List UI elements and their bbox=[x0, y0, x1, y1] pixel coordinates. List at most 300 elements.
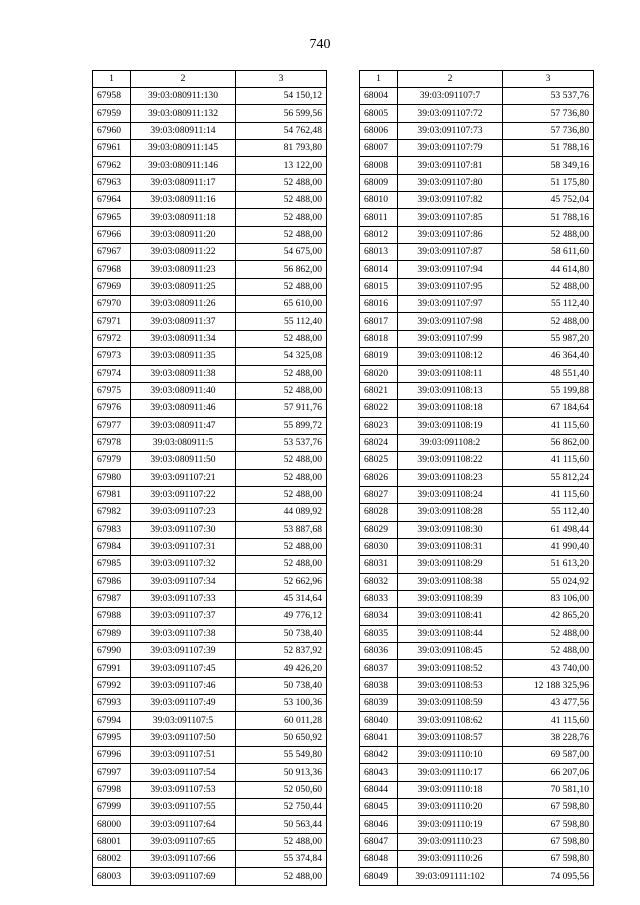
value-cell: 52 488,00 bbox=[236, 209, 327, 226]
value-cell: 44 089,92 bbox=[236, 504, 327, 521]
cadastral-number-cell: 39:03:080911:17 bbox=[131, 174, 236, 191]
row-number-cell: 68028 bbox=[360, 504, 398, 521]
value-cell: 49 426,20 bbox=[236, 660, 327, 677]
row-number-cell: 68038 bbox=[360, 677, 398, 694]
cadastral-number-cell: 39:03:080911:16 bbox=[131, 192, 236, 209]
cadastral-number-cell: 39:03:080911:23 bbox=[131, 261, 236, 278]
cadastral-number-cell: 39:03:091110:26 bbox=[398, 851, 503, 868]
cadastral-number-cell: 39:03:091108:44 bbox=[398, 625, 503, 642]
row-number-cell: 68036 bbox=[360, 643, 398, 660]
table-row bbox=[360, 868, 594, 885]
table-row bbox=[93, 799, 327, 816]
row-number-cell: 68046 bbox=[360, 816, 398, 833]
row-number-cell: 68004 bbox=[360, 88, 398, 105]
row-number-cell: 68022 bbox=[360, 400, 398, 417]
table-row bbox=[93, 382, 327, 399]
cadastral-number-cell: 39:03:091107:54 bbox=[131, 764, 236, 781]
cadastral-number-cell: 39:03:091110:20 bbox=[398, 799, 503, 816]
cadastral-number-cell: 39:03:080911:145 bbox=[131, 140, 236, 157]
value-cell: 67 598,80 bbox=[503, 833, 594, 850]
row-number-cell: 67969 bbox=[93, 278, 131, 295]
cadastral-number-cell: 39:03:091107:53 bbox=[131, 781, 236, 798]
value-cell: 53 537,76 bbox=[503, 88, 594, 105]
table-row bbox=[93, 174, 327, 191]
header-col-2: 2 bbox=[131, 71, 236, 88]
row-number-cell: 68006 bbox=[360, 122, 398, 139]
row-number-cell: 68045 bbox=[360, 799, 398, 816]
value-cell: 13 122,00 bbox=[236, 157, 327, 174]
table-row bbox=[93, 764, 327, 781]
cadastral-number-cell: 39:03:091107:85 bbox=[398, 209, 503, 226]
cadastral-number-cell: 39:03:091107:49 bbox=[131, 695, 236, 712]
cadastral-number-cell: 39:03:091107:86 bbox=[398, 226, 503, 243]
cadastral-number-cell: 39:03:091108:53 bbox=[398, 677, 503, 694]
table-row bbox=[93, 521, 327, 538]
table-row bbox=[93, 590, 327, 607]
value-cell: 53 887,68 bbox=[236, 521, 327, 538]
value-cell: 69 587,00 bbox=[503, 747, 594, 764]
value-cell: 70 581,10 bbox=[503, 781, 594, 798]
header-col-1: 1 bbox=[360, 71, 398, 88]
table-row bbox=[93, 504, 327, 521]
cadastral-number-cell: 39:03:080911:47 bbox=[131, 417, 236, 434]
table-row bbox=[93, 538, 327, 555]
table-row bbox=[93, 486, 327, 503]
row-number-cell: 67982 bbox=[93, 504, 131, 521]
table-row bbox=[360, 799, 594, 816]
row-number-cell: 68010 bbox=[360, 192, 398, 209]
table-row bbox=[93, 192, 327, 209]
table-row bbox=[93, 625, 327, 642]
table-row bbox=[360, 226, 594, 243]
cadastral-number-cell: 39:03:091107:80 bbox=[398, 174, 503, 191]
row-number-cell: 67992 bbox=[93, 677, 131, 694]
cadastral-number-cell: 39:03:091107:64 bbox=[131, 816, 236, 833]
row-number-cell: 68012 bbox=[360, 226, 398, 243]
cadastral-number-cell: 39:03:091107:21 bbox=[131, 469, 236, 486]
table-row bbox=[360, 486, 594, 503]
row-number-cell: 68042 bbox=[360, 747, 398, 764]
cadastral-number-cell: 39:03:091107:69 bbox=[131, 868, 236, 885]
value-cell: 50 650,92 bbox=[236, 729, 327, 746]
cadastral-number-cell: 39:03:091111:102 bbox=[398, 868, 503, 885]
table-row bbox=[360, 122, 594, 139]
row-number-cell: 68016 bbox=[360, 296, 398, 313]
cadastral-number-cell: 39:03:091107:65 bbox=[131, 833, 236, 850]
row-number-cell: 68021 bbox=[360, 382, 398, 399]
row-number-cell: 68002 bbox=[93, 851, 131, 868]
value-cell: 41 115,60 bbox=[503, 712, 594, 729]
cadastral-number-cell: 39:03:080911:34 bbox=[131, 330, 236, 347]
cadastral-number-cell: 39:03:091108:28 bbox=[398, 504, 503, 521]
row-number-cell: 68031 bbox=[360, 556, 398, 573]
value-cell: 60 011,28 bbox=[236, 712, 327, 729]
table-row bbox=[360, 313, 594, 330]
row-number-cell: 67962 bbox=[93, 157, 131, 174]
row-number-cell: 67994 bbox=[93, 712, 131, 729]
table-row bbox=[93, 209, 327, 226]
row-number-cell: 67959 bbox=[93, 105, 131, 122]
row-number-cell: 67966 bbox=[93, 226, 131, 243]
row-number-cell: 67965 bbox=[93, 209, 131, 226]
value-cell: 54 325,08 bbox=[236, 348, 327, 365]
value-cell: 52 488,00 bbox=[503, 625, 594, 642]
row-number-cell: 67980 bbox=[93, 469, 131, 486]
cadastral-number-cell: 39:03:091108:39 bbox=[398, 590, 503, 607]
table-row bbox=[93, 244, 327, 261]
row-number-cell: 67990 bbox=[93, 643, 131, 660]
row-number-cell: 68017 bbox=[360, 313, 398, 330]
row-number-cell: 68048 bbox=[360, 851, 398, 868]
cadastral-number-cell: 39:03:091108:31 bbox=[398, 538, 503, 555]
table-row bbox=[93, 608, 327, 625]
cadastral-number-cell: 39:03:080911:25 bbox=[131, 278, 236, 295]
row-number-cell: 67973 bbox=[93, 348, 131, 365]
table-row bbox=[360, 192, 594, 209]
value-cell: 51 175,80 bbox=[503, 174, 594, 191]
table-row bbox=[360, 608, 594, 625]
table-row bbox=[93, 833, 327, 850]
cadastral-number-cell: 39:03:080911:20 bbox=[131, 226, 236, 243]
value-cell: 52 750,44 bbox=[236, 799, 327, 816]
header-col-2: 2 bbox=[398, 71, 503, 88]
table-row bbox=[360, 521, 594, 538]
row-number-cell: 68018 bbox=[360, 330, 398, 347]
value-cell: 52 488,00 bbox=[236, 486, 327, 503]
value-cell: 55 812,24 bbox=[503, 469, 594, 486]
table-row bbox=[93, 122, 327, 139]
table-row bbox=[93, 695, 327, 712]
row-number-cell: 67983 bbox=[93, 521, 131, 538]
value-cell: 52 488,00 bbox=[236, 833, 327, 850]
cadastral-number-cell: 39:03:091108:24 bbox=[398, 486, 503, 503]
cadastral-number-cell: 39:03:091107:45 bbox=[131, 660, 236, 677]
row-number-cell: 68023 bbox=[360, 417, 398, 434]
value-cell: 52 488,00 bbox=[503, 226, 594, 243]
row-number-cell: 67971 bbox=[93, 313, 131, 330]
table-row bbox=[360, 434, 594, 451]
cadastral-number-cell: 39:03:091107:5 bbox=[131, 712, 236, 729]
value-cell: 54 675,00 bbox=[236, 244, 327, 261]
cadastral-number-cell: 39:03:091107:30 bbox=[131, 521, 236, 538]
row-number-cell: 68025 bbox=[360, 452, 398, 469]
row-number-cell: 68014 bbox=[360, 261, 398, 278]
cadastral-number-cell: 39:03:091107:82 bbox=[398, 192, 503, 209]
row-number-cell: 67987 bbox=[93, 590, 131, 607]
value-cell: 52 837,92 bbox=[236, 643, 327, 660]
table-row bbox=[360, 330, 594, 347]
row-number-cell: 68041 bbox=[360, 729, 398, 746]
cadastral-number-cell: 39:03:091107:51 bbox=[131, 747, 236, 764]
table-row bbox=[360, 695, 594, 712]
value-cell: 43 740,00 bbox=[503, 660, 594, 677]
table-row bbox=[93, 157, 327, 174]
cadastral-number-cell: 39:03:091107:94 bbox=[398, 261, 503, 278]
cadastral-number-cell: 39:03:080911:46 bbox=[131, 400, 236, 417]
value-cell: 61 498,44 bbox=[503, 521, 594, 538]
value-cell: 53 537,76 bbox=[236, 434, 327, 451]
table-row bbox=[93, 417, 327, 434]
row-number-cell: 67964 bbox=[93, 192, 131, 209]
table-row bbox=[93, 469, 327, 486]
value-cell: 52 488,00 bbox=[236, 174, 327, 191]
value-cell: 55 549,80 bbox=[236, 747, 327, 764]
value-cell: 57 736,80 bbox=[503, 105, 594, 122]
table-row bbox=[93, 729, 327, 746]
table-row bbox=[360, 729, 594, 746]
cadastral-number-cell: 39:03:091107:98 bbox=[398, 313, 503, 330]
row-number-cell: 68000 bbox=[93, 816, 131, 833]
value-cell: 52 488,00 bbox=[236, 330, 327, 347]
cadastral-number-cell: 39:03:080911:37 bbox=[131, 313, 236, 330]
table-row bbox=[93, 105, 327, 122]
value-cell: 54 762,48 bbox=[236, 122, 327, 139]
table-row bbox=[93, 434, 327, 451]
value-cell: 55 374,84 bbox=[236, 851, 327, 868]
value-cell: 43 477,56 bbox=[503, 695, 594, 712]
cadastral-number-cell: 39:03:080911:130 bbox=[131, 88, 236, 105]
cadastral-number-cell: 39:03:080911:40 bbox=[131, 382, 236, 399]
table-row bbox=[360, 261, 594, 278]
table-row bbox=[360, 660, 594, 677]
table-row bbox=[360, 452, 594, 469]
value-cell: 74 095,56 bbox=[503, 868, 594, 885]
table-row bbox=[360, 469, 594, 486]
row-number-cell: 68001 bbox=[93, 833, 131, 850]
row-number-cell: 68005 bbox=[360, 105, 398, 122]
table-row bbox=[360, 157, 594, 174]
row-number-cell: 67985 bbox=[93, 556, 131, 573]
value-cell: 51 613,20 bbox=[503, 556, 594, 573]
value-cell: 45 314,64 bbox=[236, 590, 327, 607]
page-number: 740 bbox=[309, 37, 331, 52]
cadastral-number-cell: 39:03:080911:26 bbox=[131, 296, 236, 313]
value-cell: 50 738,40 bbox=[236, 677, 327, 694]
cadastral-number-cell: 39:03:091108:18 bbox=[398, 400, 503, 417]
table-row bbox=[360, 677, 594, 694]
cadastral-number-cell: 39:03:091108:59 bbox=[398, 695, 503, 712]
row-number-cell: 67986 bbox=[93, 573, 131, 590]
cadastral-number-cell: 39:03:091108:52 bbox=[398, 660, 503, 677]
right-table-body bbox=[360, 88, 594, 886]
row-number-cell: 67976 bbox=[93, 400, 131, 417]
row-number-cell: 67960 bbox=[93, 122, 131, 139]
value-cell: 57 911,76 bbox=[236, 400, 327, 417]
row-number-cell: 67975 bbox=[93, 382, 131, 399]
cadastral-number-cell: 39:03:080911:146 bbox=[131, 157, 236, 174]
value-cell: 56 862,00 bbox=[503, 434, 594, 451]
value-cell: 51 788,16 bbox=[503, 209, 594, 226]
table-row bbox=[360, 278, 594, 295]
row-number-cell: 68034 bbox=[360, 608, 398, 625]
value-cell: 52 488,00 bbox=[236, 382, 327, 399]
row-number-cell: 68039 bbox=[360, 695, 398, 712]
table-row bbox=[360, 140, 594, 157]
cadastral-number-cell: 39:03:091108:2 bbox=[398, 434, 503, 451]
cadastral-number-cell: 39:03:091107:46 bbox=[131, 677, 236, 694]
cadastral-number-cell: 39:03:091107:34 bbox=[131, 573, 236, 590]
value-cell: 41 115,60 bbox=[503, 417, 594, 434]
value-cell: 38 228,76 bbox=[503, 729, 594, 746]
value-cell: 41 115,60 bbox=[503, 486, 594, 503]
table-row bbox=[360, 573, 594, 590]
table-row bbox=[360, 538, 594, 555]
table-row bbox=[360, 747, 594, 764]
cadastral-number-cell: 39:03:091107:38 bbox=[131, 625, 236, 642]
row-number-cell: 68013 bbox=[360, 244, 398, 261]
row-number-cell: 68043 bbox=[360, 764, 398, 781]
table-row bbox=[360, 643, 594, 660]
cadastral-number-cell: 39:03:091107:37 bbox=[131, 608, 236, 625]
row-number-cell: 67974 bbox=[93, 365, 131, 382]
row-number-cell: 67963 bbox=[93, 174, 131, 191]
cadastral-number-cell: 39:03:091107:79 bbox=[398, 140, 503, 157]
table-row bbox=[93, 261, 327, 278]
row-number-cell: 68049 bbox=[360, 868, 398, 885]
cadastral-number-cell: 39:03:091108:29 bbox=[398, 556, 503, 573]
table-row bbox=[93, 868, 327, 885]
cadastral-number-cell: 39:03:091108:23 bbox=[398, 469, 503, 486]
row-number-cell: 67968 bbox=[93, 261, 131, 278]
cadastral-number-cell: 39:03:091107:32 bbox=[131, 556, 236, 573]
cadastral-number-cell: 39:03:091108:22 bbox=[398, 452, 503, 469]
table-row bbox=[93, 296, 327, 313]
table-row bbox=[93, 573, 327, 590]
value-cell: 44 614,80 bbox=[503, 261, 594, 278]
cadastral-number-cell: 39:03:091108:13 bbox=[398, 382, 503, 399]
value-cell: 83 106,00 bbox=[503, 590, 594, 607]
table-row bbox=[360, 209, 594, 226]
value-cell: 52 488,00 bbox=[236, 452, 327, 469]
cadastral-number-cell: 39:03:080911:5 bbox=[131, 434, 236, 451]
table-row bbox=[360, 348, 594, 365]
cadastral-number-cell: 39:03:080911:38 bbox=[131, 365, 236, 382]
value-cell: 52 488,00 bbox=[503, 278, 594, 295]
value-cell: 67 598,80 bbox=[503, 851, 594, 868]
row-number-cell: 67995 bbox=[93, 729, 131, 746]
cadastral-number-cell: 39:03:091107:23 bbox=[131, 504, 236, 521]
cadastral-number-cell: 39:03:091108:45 bbox=[398, 643, 503, 660]
value-cell: 67 184,64 bbox=[503, 400, 594, 417]
cadastral-number-cell: 39:03:091110:10 bbox=[398, 747, 503, 764]
value-cell: 67 598,80 bbox=[503, 816, 594, 833]
value-cell: 55 024,92 bbox=[503, 573, 594, 590]
value-cell: 55 987,20 bbox=[503, 330, 594, 347]
cadastral-number-cell: 39:03:091108:19 bbox=[398, 417, 503, 434]
value-cell: 57 736,80 bbox=[503, 122, 594, 139]
value-cell: 55 199,88 bbox=[503, 382, 594, 399]
row-number-cell: 67999 bbox=[93, 799, 131, 816]
table-row bbox=[93, 452, 327, 469]
cadastral-number-cell: 39:03:091107:95 bbox=[398, 278, 503, 295]
cadastral-number-cell: 39:03:091110:17 bbox=[398, 764, 503, 781]
value-cell: 46 364,40 bbox=[503, 348, 594, 365]
row-number-cell: 68019 bbox=[360, 348, 398, 365]
value-cell: 52 488,00 bbox=[503, 313, 594, 330]
row-number-cell: 67981 bbox=[93, 486, 131, 503]
value-cell: 52 488,00 bbox=[236, 226, 327, 243]
table-row bbox=[93, 643, 327, 660]
value-cell: 81 793,80 bbox=[236, 140, 327, 157]
value-cell: 52 488,00 bbox=[236, 192, 327, 209]
row-number-cell: 67977 bbox=[93, 417, 131, 434]
table-row bbox=[93, 781, 327, 798]
cadastral-number-cell: 39:03:091107:87 bbox=[398, 244, 503, 261]
cadastral-number-cell: 39:03:080911:22 bbox=[131, 244, 236, 261]
row-number-cell: 68003 bbox=[93, 868, 131, 885]
table-row bbox=[360, 88, 594, 105]
row-number-cell: 68029 bbox=[360, 521, 398, 538]
header-col-1: 1 bbox=[93, 71, 131, 88]
value-cell: 12 188 325,96 bbox=[503, 677, 594, 694]
cadastral-number-cell: 39:03:091107:73 bbox=[398, 122, 503, 139]
table-row bbox=[93, 226, 327, 243]
value-cell: 52 488,00 bbox=[236, 556, 327, 573]
row-number-cell: 67970 bbox=[93, 296, 131, 313]
table-row bbox=[360, 244, 594, 261]
row-number-cell: 68040 bbox=[360, 712, 398, 729]
table-row bbox=[360, 816, 594, 833]
value-cell: 52 488,00 bbox=[503, 643, 594, 660]
table-row bbox=[360, 400, 594, 417]
row-number-cell: 68015 bbox=[360, 278, 398, 295]
table-row bbox=[93, 816, 327, 833]
value-cell: 54 150,12 bbox=[236, 88, 327, 105]
table-row bbox=[360, 105, 594, 122]
value-cell: 56 862,00 bbox=[236, 261, 327, 278]
header-col-3: 3 bbox=[236, 71, 327, 88]
table-row bbox=[93, 278, 327, 295]
row-number-cell: 68011 bbox=[360, 209, 398, 226]
value-cell: 52 050,60 bbox=[236, 781, 327, 798]
row-number-cell: 68007 bbox=[360, 140, 398, 157]
table-row bbox=[93, 851, 327, 868]
row-number-cell: 67984 bbox=[93, 538, 131, 555]
cadastral-number-cell: 39:03:091110:19 bbox=[398, 816, 503, 833]
table-row bbox=[360, 712, 594, 729]
table-row bbox=[360, 504, 594, 521]
row-number-cell: 68044 bbox=[360, 781, 398, 798]
cadastral-number-cell: 39:03:091110:23 bbox=[398, 833, 503, 850]
cadastral-number-cell: 39:03:091107:7 bbox=[398, 88, 503, 105]
value-cell: 51 788,16 bbox=[503, 140, 594, 157]
table-row bbox=[360, 556, 594, 573]
value-cell: 52 488,00 bbox=[236, 538, 327, 555]
row-number-cell: 67978 bbox=[93, 434, 131, 451]
table-row bbox=[93, 88, 327, 105]
row-number-cell: 68020 bbox=[360, 365, 398, 382]
row-number-cell: 68024 bbox=[360, 434, 398, 451]
value-cell: 67 598,80 bbox=[503, 799, 594, 816]
cadastral-number-cell: 39:03:091107:97 bbox=[398, 296, 503, 313]
cadastral-number-cell: 39:03:091110:18 bbox=[398, 781, 503, 798]
cadastral-number-cell: 39:03:091108:12 bbox=[398, 348, 503, 365]
value-cell: 52 488,00 bbox=[236, 469, 327, 486]
row-number-cell: 68033 bbox=[360, 590, 398, 607]
row-number-cell: 68026 bbox=[360, 469, 398, 486]
row-number-cell: 68035 bbox=[360, 625, 398, 642]
value-cell: 65 610,00 bbox=[236, 296, 327, 313]
table-row bbox=[93, 747, 327, 764]
cadastral-number-cell: 39:03:091107:31 bbox=[131, 538, 236, 555]
table-row bbox=[360, 365, 594, 382]
table-row bbox=[93, 677, 327, 694]
row-number-cell: 67989 bbox=[93, 625, 131, 642]
table-row bbox=[360, 590, 594, 607]
table-row bbox=[93, 365, 327, 382]
value-cell: 58 611,60 bbox=[503, 244, 594, 261]
left-table bbox=[92, 70, 327, 886]
